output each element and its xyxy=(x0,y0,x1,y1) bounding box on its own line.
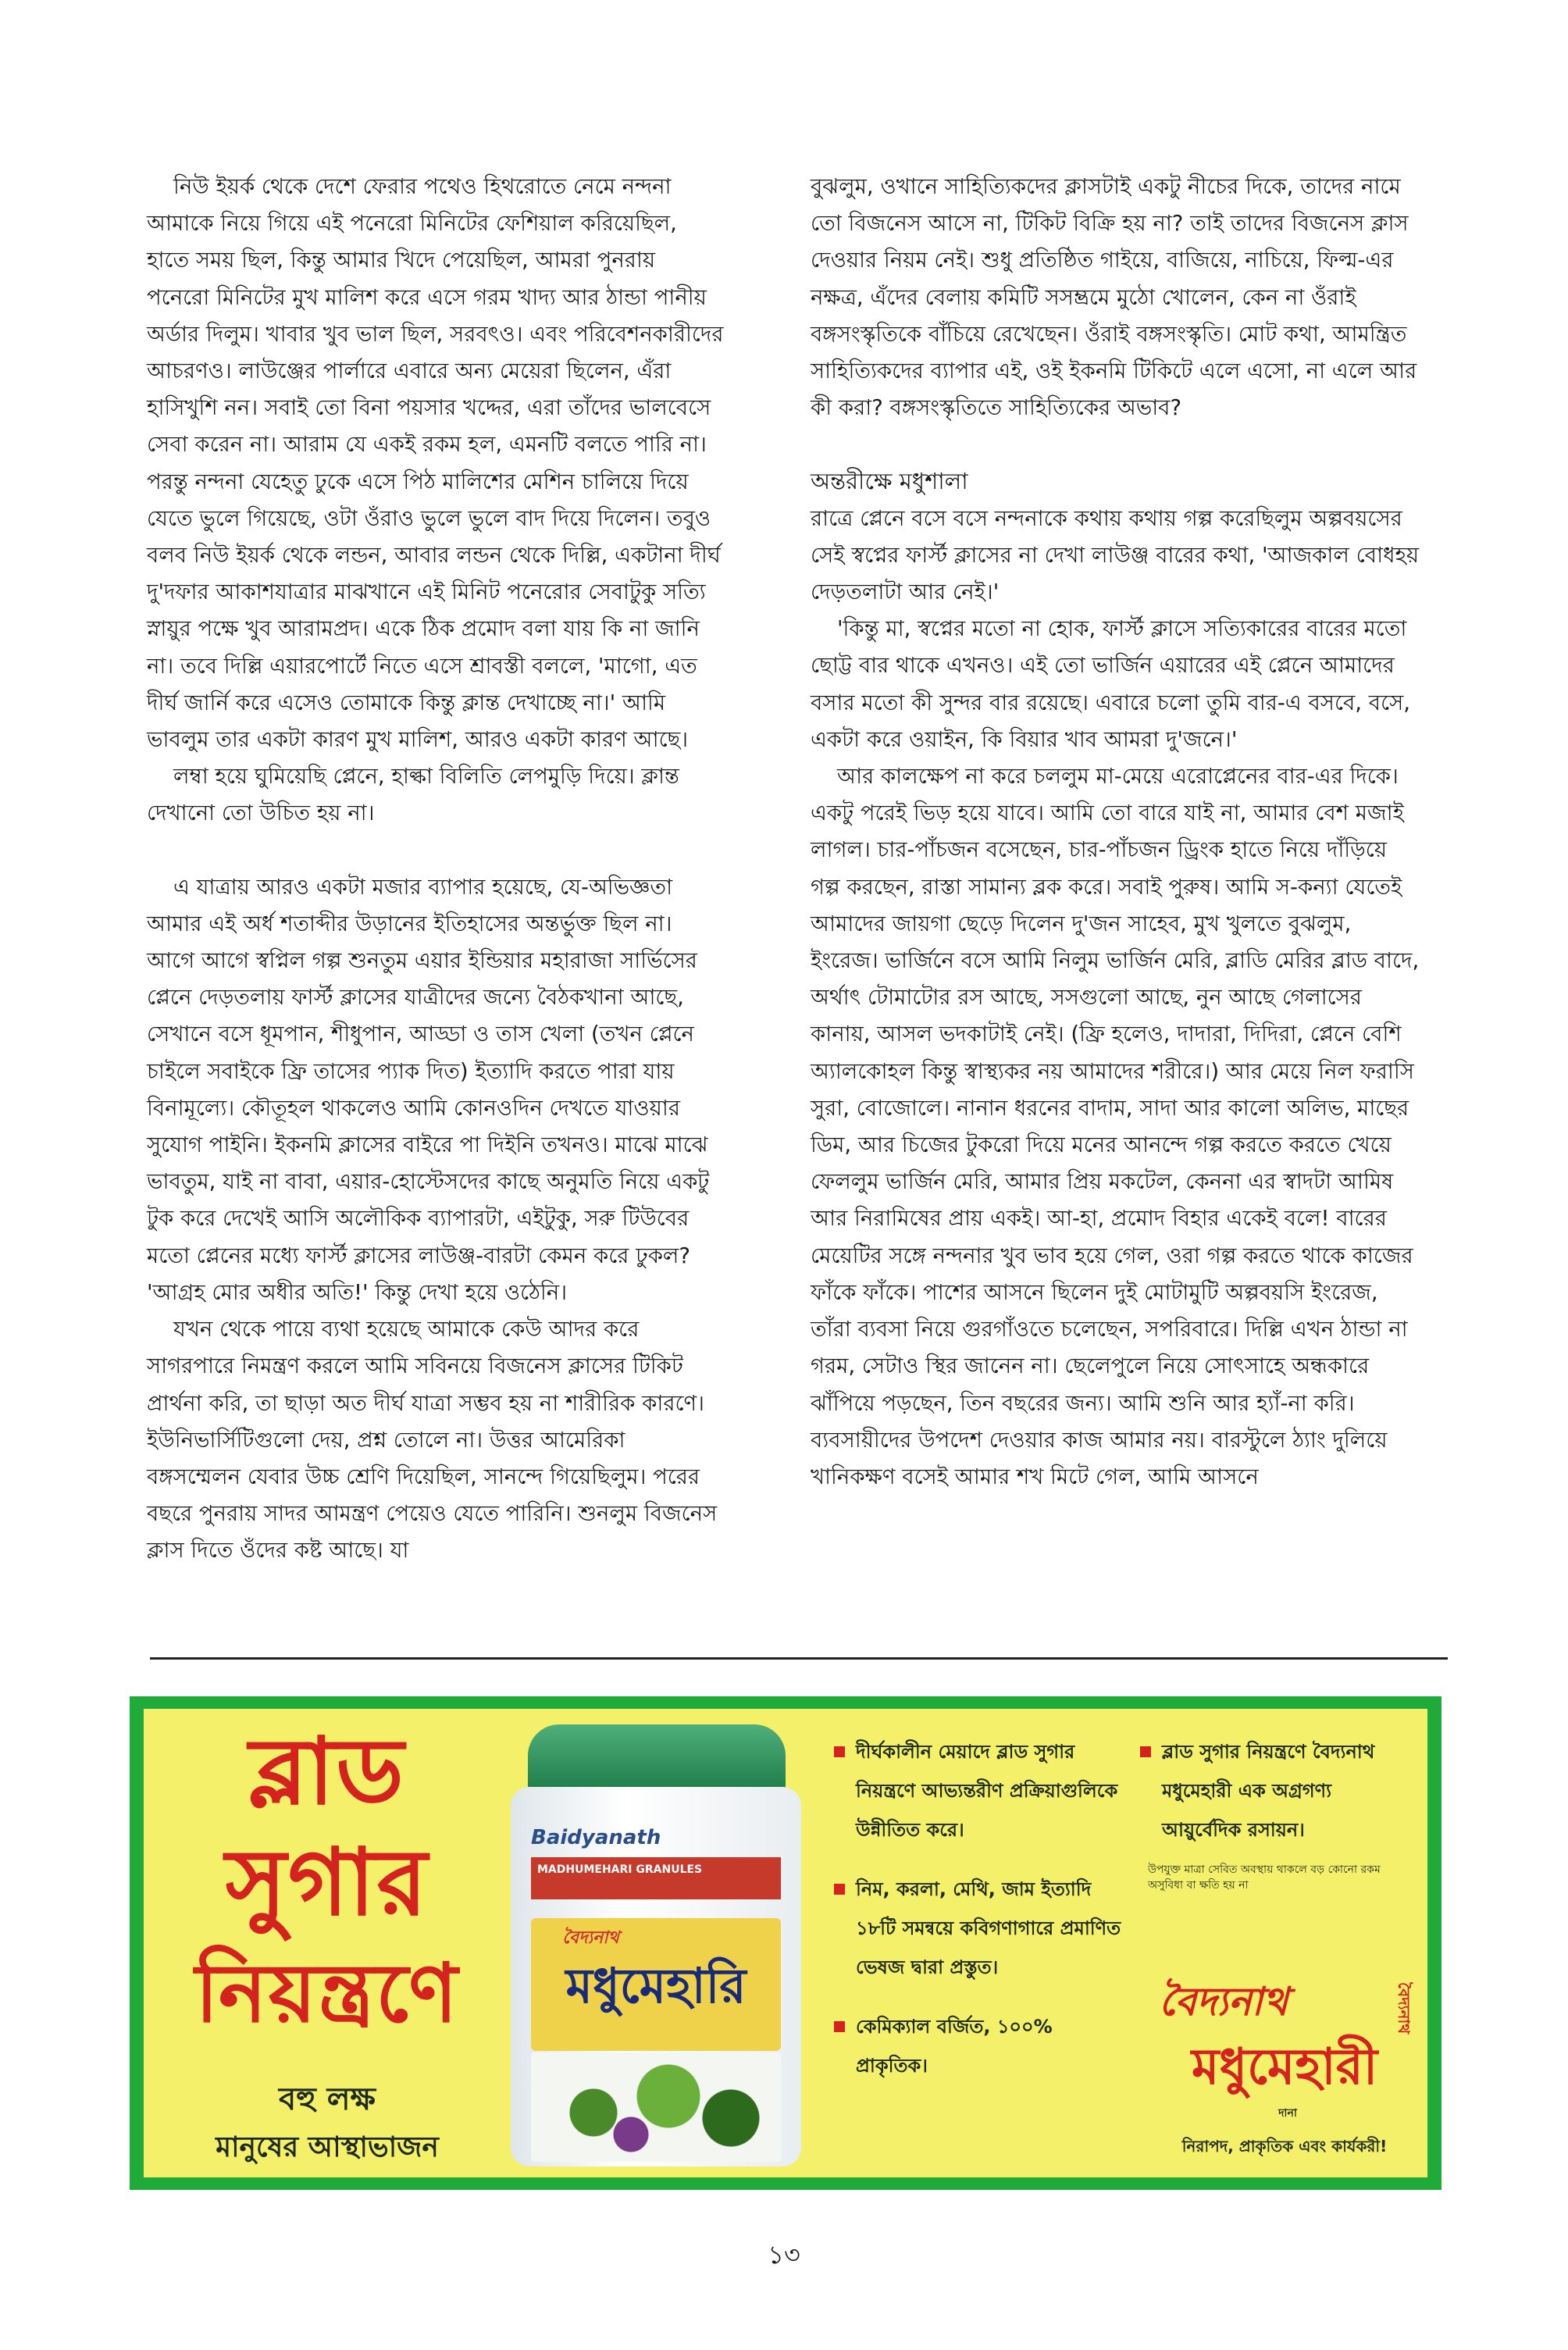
ad-panel xyxy=(144,1709,1427,2177)
left-column xyxy=(147,169,725,1570)
jar-title: মধুমেহারি xyxy=(565,1957,747,2014)
ad-headline-1: ব্লাড xyxy=(248,1717,406,1825)
ad-subline-2: মানুষের আস্থাভাজন xyxy=(216,2131,439,2163)
left-para-3: এ যাত্রায় আরও একটা মজার ব্যাপার হয়েছে, যে-অভিজ্ঞতা আমার এই অর্ধ শতাব্দীর উড়ানের ইতিহাসের অন্তর্ভুক্ত ছিল না। আগে আগে স্বপ্নিল গল্প শুনতুম এয়ার ইন্ডিয়ার মহারাজা সার্ভিসের প্লেনে দেড়তলায় ফার্স্ট ক্লাসের যাত্রীদের জন্যে বৈঠকখানা আছে, সেখানে বসে ধূমপান, শীধুপান, আড্ডা ও তাস খেলা (তখন প্লেনে চাইলে সবাইকে ফ্রি তাসের প্যাক দিত) ইত্যাদি করতে পারা যায় বিনামূল্যে। কৌতূহল থাকলেও আমি কোনওদিন দেখতে যাওয়ার সুযোগ পাইনি। ইকনমি ক্লাসের বাইরে পা দিইনি তখনও। মাঝে মাঝে ভাবতুম, যাই না বাবা, এয়ার-হোস্টেসদের কাছে অনুমতি নিয়ে একটু টুক করে দেখেই আসি অলৌকিক ব্যাপারটা, এইটুকু, সরু টিউবের মতো প্লেনের মধ্যে ফার্স্ট ক্লাসের লাউঞ্জ-বারটা কেমন করে ঢুকল? 'আগ্রহ মোর অধীর অতি!' কিন্তু দেখা হয়ে ওঠেনি। xyxy=(147,874,710,1305)
jar-brand: Baidyanath xyxy=(531,1826,661,1849)
right-para-1: বুঝলুম, ওখানে সাহিত্যিকদের ক্লাসটাই একটু নীচের দিকে, তাদের নামে তো বিজনেস আসে না, টিকিট বিক্রি হয় না? তাই তাদের বিজনেস ক্লাস দেওয়ার নিয়ম নেই। শুধু প্রতিষ্ঠিত গাইয়ে, বাজিয়ে, নাচিয়ে, ফিল্ম-এর নক্ষত্র, এঁদের বেলায় কমিটি সসম্ভ্রমে মুঠো খোলেন, কেন না ওঁরাই বঙ্গসংস্কৃতিকে বাঁচিয়ে রেখেছেন। ওঁরাই বঙ্গসংস্কৃতি। মোট কথা, আমন্ত্রিত সাহিত্যিকদের ব্যাপার এই, ওই ইকনমি টিকিটে এলে এসো, না এলে আর কী করা? বঙ্গসংস্কৃতিতে সাহিত্যিকের অভাব? xyxy=(811,174,1417,421)
jar-cap xyxy=(528,1724,786,1793)
divider-rule xyxy=(150,1657,1448,1660)
ad-bullets xyxy=(834,1732,1123,2106)
brand-logo-large: মধুমেহারী xyxy=(1191,2038,1378,2096)
jar-band-text: বৈদ্যনাথ xyxy=(562,1928,619,1948)
side-brand-mark: বৈদ্যনাথ xyxy=(1395,1982,1413,2034)
product-jar-image xyxy=(500,1724,812,2170)
right-para-4: আর কালক্ষেপ না করে চললুম মা-মেয়ে এরোপ্লেনের বার-এর দিকে। একটু পরেই ভিড় হয়ে যাবে। আমি তো বারে যাই না, আমার বেশ মজাই লাগল। চার-পাঁচজন বসেছেন, চার-পাঁচজন ড্রিংক হাতে নিয়ে দাঁড়িয়ে গল্প করছেন, রাস্তা সামান্য ব্লক করে। সবাই পুরুষ। আমি স-কন্যা যেতেই আমাদের জায়গা ছেড়ে দিলেন দু'জন সাহেব, মুখ খুলতে বুঝলুম, ইংরেজ। ভার্জিনে বসে আমি নিলুম ভার্জিন মেরি, ব্লাডি মেরির ব্লাড বাদে, অর্থাৎ টোমাটোর রস আছে, সসগুলো আছে, নুন আছে গেলাসের কানায়, আসল ভদকাটাই নেই। (ফ্রি হলেও, দাদারা, দিদিরা, প্লেনে বেশি অ্যালকোহল কিন্তু স্বাস্থ্যকর নয় আমাদের শরীরে।) আর মেয়ে নিল ফরাসি সুরা, বোজোলে। নানান ধরনের বাদাম, সাদা আর কালো অলিভ, মাছের ডিম, আর চিজের টুকরো দিয়ে মনের আনন্দে গল্প করতে করতে খেয়ে ফেললুম ভার্জিন মেরি, আমার প্রিয় মকটেল, কেননা এর স্বাদটা আমিষ আর নিরামিষের প্রায় একই। আ-হা, প্রমোদ বিহার একেই বলে! বারের মেয়েটির সঙ্গে নন্দনার খুব ভাব হয়ে গেল, ওরা গল্প করতে থাকে কাজের ফাঁকে ফাঁকে। পাশের আসনে ছিলেন দুই মোটামুটি অল্পবয়সি ইংরেজ, তাঁরা ব্যবসা নিয়ে গুরগাঁওতে চলেছেন, সপরিবারে। দিল্লি এখন ঠান্ডা না গরম, সেটাও স্থির জানেন না। ছেলেপুলে নিয়ে সোৎসাহে অন্ধকারে ঝাঁপিয়ে পড়ছেন, তিন বছরের জন্য। আমি শুনি আর হ্যাঁ-না করি। ব্যবসায়ীদের উপদেশ দেওয়ার কাজ আমার নয়। বারস্টুলে ঠ্যাং দুলিয়ে খানিকক্ষণ বসেই আমার শখ মিটে গেল, আমি আসনে xyxy=(811,764,1420,1489)
ad-headline-3: নিয়ন্ত্রণে xyxy=(195,1945,459,2041)
jar-label: MADHUMEHARI GRANULES xyxy=(531,1857,781,1899)
right-para-2: রাত্রে প্লেনে বসে বসে নন্দনাকে কথায় কথায় গল্প করেছিলুম অল্পবয়সের সেই স্বপ্নের ফার্স্ট ক্লাসের না দেখা লাউঞ্জ বারের কথা, 'আজকাল বোধহয় দেড়তলাটা আর নেই।' xyxy=(811,505,1420,605)
ad-bullet-2: নিম, করলা, মেথি, জাম ইত্যাদি ১৮টি সমন্বয়ে কবিগণাগারে প্রমাণিত ভেষজ দ্বারা প্রস্তুত। xyxy=(834,1870,1123,1987)
ad-right-bullet: ব্লাড সুগার নিয়ন্ত্রণে বৈদ্যনাথ মধুমেহারী এক অগ্রগণ্য আয়ুর্বেদিক রসায়ন। xyxy=(1140,1732,1413,1849)
left-para-1: নিউ ইয়র্ক থেকে দেশে ফেরার পথেও হিথরোতে নেমে নন্দনা আমাকে নিয়ে গিয়ে এই পনেরো মিনিটের ফেশিয়াল করিয়েছিল, হাতে সময় ছিল, কিন্তু আমার খিদে পেয়েছিল, আমরা পুনরায় পনেরো মিনিটের মুখ মালিশ করে এসে গরম খাদ্য আর ঠান্ডা পানীয় অর্ডার দিলুম। খাবার খুব ভাল ছিল, সরবৎও। এবং পরিবেশনকারীদের আচরণও। লাউঞ্জের পার্লারে এবারে অন্য মেয়েরা ছিলেন, এঁরা হাসিখুশি নন। সবাই তো বিনা পয়সার খদ্দের, এরা তাঁদের ভালবেসে সেবা করেন না। আরাম যে একই রকম হল, এমনটি বলতে পারি না। পরন্তু নন্দনা যেহেতু ঢুকে এসে পিঠ মালিশের মেশিন চালিয়ে দিয়ে যেতে ভুলে গিয়েছে, ওটা ওঁরাও ভুলে ভুলে বাদ দিয়ে দিলেন। তবুও বলব নিউ ইয়র্ক থেকে লন্ডন, আবার লন্ডন থেকে দিল্লি, একটানা দীর্ঘ দু'দফার আকাশযাত্রার মাঝখানে এই মিনিট পনেরোর সেবাটুকু সত্যি স্নায়ুর পক্ষে খুব আরামপ্রদ। একে ঠিক প্রমোদ বলা যায় কি না জানি না। তবে দিল্লি এয়ারপোর্টে নিতে এসে শ্রাবস্তী বললে, 'মাগো, এত দীর্ঘ জার্নি করে এসেও তোমাকে কিন্তু ক্লান্ত দেখাচ্ছে না।' আমি ভাবলুম তার একটা কারণ মুখ মালিশ, আরও একটা কারণ আছে। xyxy=(147,174,724,753)
brand-logo-small: বৈদ্যনাথ xyxy=(1159,1978,1288,2024)
herbs-image xyxy=(531,2052,781,2162)
left-para-2: লম্বা হয়ে ঘুমিয়েছি প্লেনে, হাল্কা বিলিতি লেপমুড়ি দিয়ে। ক্লান্ত দেখানো তো উচিত হয় না। xyxy=(147,764,679,826)
advertisement xyxy=(130,1696,1441,2190)
brand-tagline: নিরাপদ, প্রাকৃতিক এবং কার্যকরী! xyxy=(1181,2137,1388,2156)
ad-headline-2: সুগার xyxy=(225,1828,429,1936)
ad-bullet-1: দীর্ঘকালীন মেয়াদে ব্লাড সুগার নিয়ন্ত্রণে আভ্যন্তরীণ প্রক্রিয়াগুলিকে উন্নীতিত করে। xyxy=(834,1732,1123,1849)
brand-form: দানা xyxy=(1278,2107,1297,2120)
section-heading: অন্তরীক্ষে মধুশালা xyxy=(811,468,968,495)
right-column xyxy=(811,169,1420,1496)
right-para-3: 'কিন্তু মা, স্বপ্নের মতো না হোক, ফার্স্ট ক্লাসে সত্যিকারের বারের মতো ছোট্ট বার থাকে এখনও। এই তো ভার্জিন এয়ারের এই প্লেনে আমাদের বসার মতো কী সুন্দর বার রয়েছে। এবারে চলো তুমি বার-এ বসবে, বসে, একটা করে ওয়াইন, কি বিয়ার খাব আমরা দু'জনে।' xyxy=(811,616,1411,752)
ad-fine-print: উপযুক্ত মাত্রা সেবিত অবস্থায় থাকলে বড় কোনো রকম অসুবিধা বা ক্ষতি হয় না xyxy=(1148,1863,1381,1892)
ad-right-block xyxy=(1140,1732,1413,1893)
ad-bullet-3: কেমিক্যাল বর্জিত, ১০০% প্রাকৃতিক। xyxy=(834,2007,1123,2085)
page-number: ১৩ xyxy=(768,2240,800,2270)
left-para-4: যখন থেকে পায়ে ব্যথা হয়েছে আমাকে কেউ আদর করে সাগরপারে নিমন্ত্রণ করলে আমি সবিনয়ে বিজনেস ক্লাসের টিকিট প্রার্থনা করি, তা ছাড়া অত দীর্ঘ যাত্রা সম্ভব হয় না শারীরিক কারণে। ইউনিভার্সিটিগুলো দেয়, প্রশ্ন তোলে না। উত্তর আমেরিকা বঙ্গসম্মেলন যেবার উচ্চ শ্রেণি দিয়েছিল, সানন্দে গিয়েছিলুম। পরের বছরে পুনরায় সাদর আমন্ত্রণ পেয়েও যেতে পারিনি। শুনলুম বিজনেস ক্লাস দিতে ওঁদের কষ্ট আছে। যা xyxy=(147,1317,718,1564)
ad-subline-1: বহু লক্ষ xyxy=(279,2081,376,2117)
